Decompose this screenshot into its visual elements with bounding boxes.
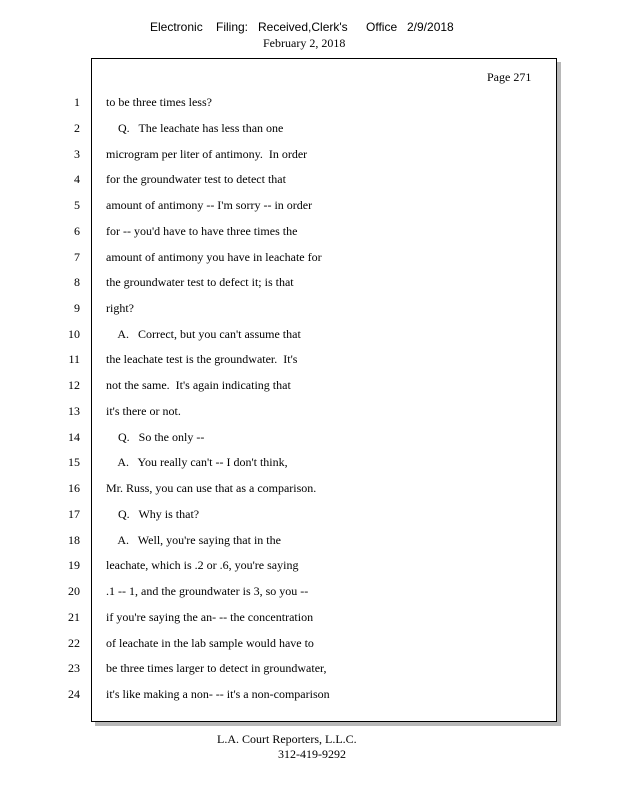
line-number: 15 — [68, 455, 80, 469]
line-number: 12 — [68, 378, 80, 392]
line-number: 19 — [68, 558, 80, 572]
line-number: 8 — [74, 275, 80, 289]
line-text: A. You really can't -- I don't think, — [106, 455, 288, 469]
header-office: Office — [366, 20, 398, 34]
line-number: 14 — [68, 430, 80, 444]
line-number: 2 — [74, 121, 80, 135]
line-text: .1 -- 1, and the groundwater is 3, so you -- — [106, 584, 309, 598]
line-text: microgram per liter of antimony. In order — [106, 147, 308, 161]
line-number: 13 — [68, 404, 80, 418]
line-text: of leachate in the lab sample would have to — [106, 636, 314, 650]
line-number: 18 — [68, 533, 80, 547]
court-reporter-phone: 312-419-9292 — [278, 747, 346, 761]
filing-stamp-header — [0, 20, 618, 36]
line-number: 4 — [74, 172, 80, 186]
line-text: not the same. It's again indicating that — [106, 378, 291, 392]
header-filing: Filing: — [216, 20, 249, 34]
line-text: A. Well, you're saying that in the — [106, 533, 281, 547]
line-text: it's like making a non- -- it's a non-comparison — [106, 687, 330, 701]
line-number: 9 — [74, 301, 80, 315]
header-electronic: Electronic — [150, 20, 203, 34]
line-number: 21 — [68, 610, 80, 624]
line-text: Q. So the only -- — [106, 430, 205, 444]
line-text: leachate, which is .2 or .6, you're saying — [106, 558, 299, 572]
page-number: Page 271 — [487, 70, 532, 84]
line-text: amount of antimony you have in leachate for — [106, 250, 322, 264]
line-number: 7 — [74, 250, 80, 264]
line-number: 24 — [68, 687, 80, 701]
line-number: 20 — [68, 584, 80, 598]
court-reporter-name: L.A. Court Reporters, L.L.C. — [217, 732, 357, 746]
line-text: amount of antimony -- I'm sorry -- in order — [106, 198, 313, 212]
line-number: 5 — [74, 198, 80, 212]
line-number: 23 — [68, 661, 80, 675]
line-number: 22 — [68, 636, 80, 650]
header-received: Received,Clerk's — [258, 20, 348, 34]
line-text: to be three times less? — [106, 95, 212, 109]
line-number: 1 — [74, 95, 80, 109]
line-number: 3 — [74, 147, 80, 161]
transcript-date: February 2, 2018 — [263, 36, 346, 50]
line-number: 6 — [74, 224, 80, 238]
line-text: the groundwater test to defect it; is that — [106, 275, 294, 289]
line-number: 11 — [68, 352, 80, 366]
line-text: the leachate test is the groundwater. It's — [106, 352, 298, 366]
line-text: Mr. Russ, you can use that as a comparison. — [106, 481, 317, 495]
line-text: for the groundwater test to detect that — [106, 172, 286, 186]
line-text: Q. The leachate has less than one — [106, 121, 284, 135]
line-text: A. Correct, but you can't assume that — [106, 327, 301, 341]
line-text: be three times larger to detect in groundwater, — [106, 661, 327, 675]
header-filed-date: 2/9/2018 — [407, 20, 454, 34]
line-number: 10 — [68, 327, 80, 341]
line-text: right? — [106, 301, 134, 315]
line-number: 16 — [68, 481, 80, 495]
line-text: if you're saying the an- -- the concentration — [106, 610, 314, 624]
line-text: Q. Why is that? — [106, 507, 200, 521]
line-number: 17 — [68, 507, 80, 521]
line-text: it's there or not. — [106, 404, 181, 418]
line-text: for -- you'd have to have three times the — [106, 224, 298, 238]
